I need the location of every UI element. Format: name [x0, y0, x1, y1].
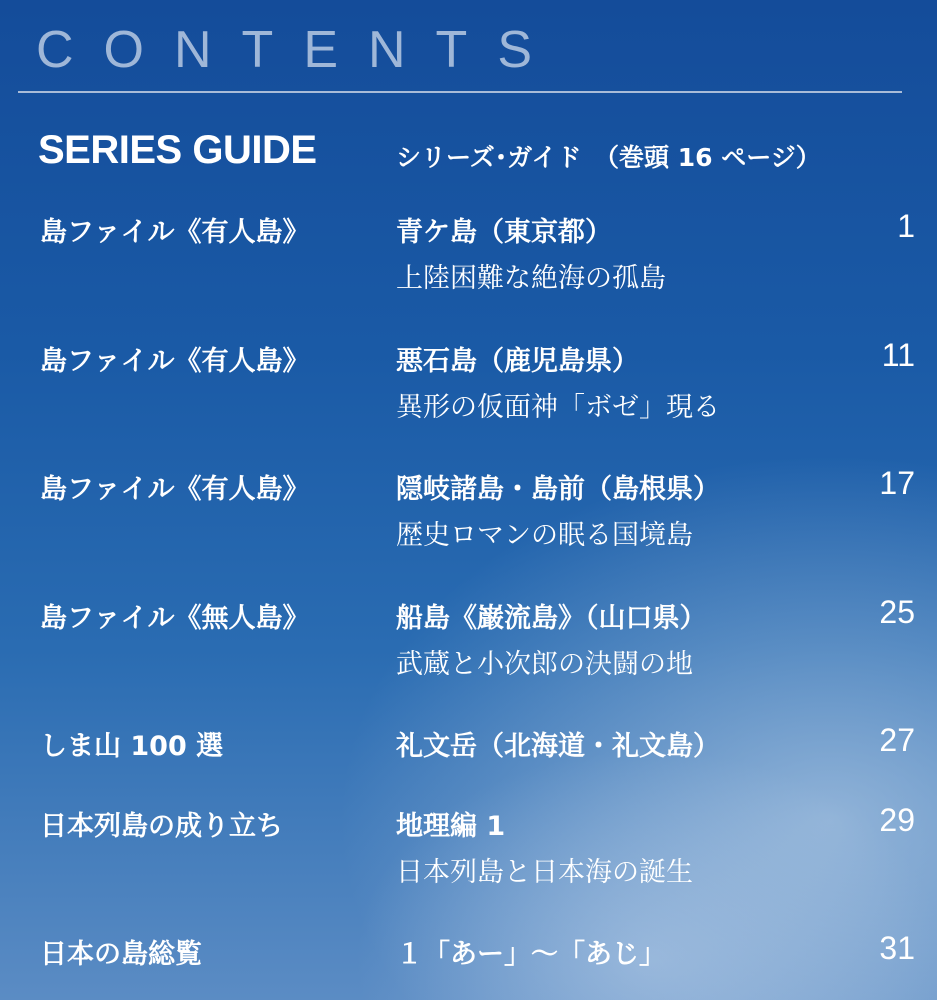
toc-subtitle: 歴史ロマンの眠る国境島: [396, 520, 693, 551]
toc-page-number: 11: [881, 337, 915, 373]
toc-subtitle: 武蔵と小次郎の決闘の地: [396, 649, 693, 680]
series-guide-title: SERIES GUIDE: [38, 128, 317, 172]
toc-title: 礼文岳（北海道・礼文島）: [396, 731, 720, 762]
series-guide-subtitle: シリーズ･ガイド （巻頭 16 ページ）: [396, 143, 821, 172]
toc-category: しま山 100 選: [40, 731, 224, 762]
toc-page-number: 25: [879, 594, 915, 630]
toc-title: 青ケ島（東京都）: [396, 217, 612, 248]
toc-page-number: 29: [879, 802, 915, 838]
toc-category: 日本の島総覧: [40, 939, 202, 970]
toc-title: 隠岐諸島・島前（島根県）: [396, 474, 720, 505]
toc-category: 島ファイル《無人島》: [40, 603, 310, 634]
toc-page-number: 1: [897, 208, 915, 244]
toc-page-number: 27: [879, 722, 915, 758]
toc-page-number: 17: [879, 465, 915, 501]
contents-heading: CONTENTS: [36, 21, 562, 79]
toc-category: 島ファイル《有人島》: [40, 346, 310, 377]
toc-title: 船島《巌流島》（山口県）: [396, 603, 707, 634]
toc-title: 地理編 1: [396, 811, 506, 842]
toc-page-number: 31: [879, 930, 915, 966]
toc-category: 日本列島の成り立ち: [40, 811, 283, 842]
toc-category: 島ファイル《有人島》: [40, 217, 310, 248]
toc-subtitle: 日本列島と日本海の誕生: [396, 857, 693, 888]
toc-title: 悪石島（鹿児島県）: [396, 346, 639, 377]
toc-title: １「あー」～「あじ」: [396, 939, 666, 970]
toc-subtitle: 異形の仮面神「ボゼ」現る: [396, 392, 720, 423]
toc-category: 島ファイル《有人島》: [40, 474, 310, 505]
toc-subtitle: 上陸困難な絶海の孤島: [396, 263, 666, 294]
header-divider: [18, 91, 902, 93]
